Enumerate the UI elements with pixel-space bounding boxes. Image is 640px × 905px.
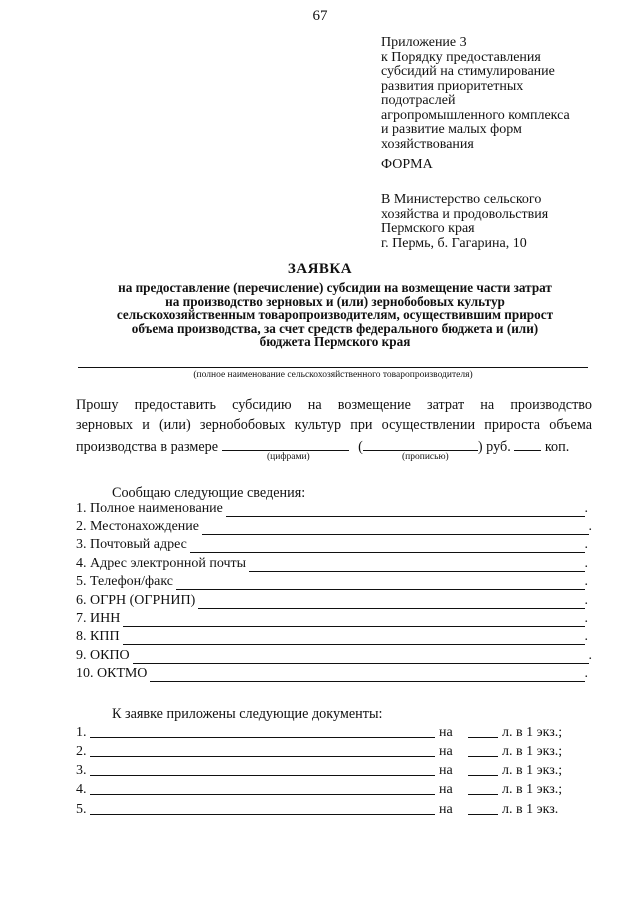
info-row: 10. ОКТМО . [76, 666, 588, 681]
info-row: 3. Почтовый адрес . [76, 537, 588, 552]
info-label: 2. Местонахождение [76, 519, 200, 534]
rub-label: руб. [486, 439, 511, 455]
appendix-line: Приложение 3 [381, 35, 467, 50]
addressee-line: В Министерство сельского [381, 192, 542, 207]
doc-pages-field[interactable] [468, 725, 498, 738]
docs-heading: К заявке приложены следующие документы: [112, 706, 383, 722]
info-label: 7. ИНН [76, 611, 121, 626]
doc-num: 3. [76, 763, 87, 778]
info-field[interactable] [123, 614, 584, 627]
info-row: 5. Телефон/факс . [76, 574, 588, 589]
info-row: 1. Полное наименование . [76, 501, 588, 516]
doc-tail: л. в 1 экз.; [502, 782, 563, 797]
doc-num: 2. [76, 744, 87, 759]
request-line-3 [76, 437, 569, 456]
doc-pages-field[interactable] [468, 802, 498, 815]
doc-num: 5. [76, 802, 87, 817]
doc-name-field[interactable] [90, 782, 435, 795]
document-title: ЗАЯВКА [287, 261, 353, 277]
form-label: ФОРМА [381, 157, 433, 172]
info-label: 4. Адрес электронной почты [76, 556, 247, 571]
info-field[interactable] [202, 522, 588, 535]
doc-num: 1. [76, 725, 87, 740]
doc-name-field[interactable] [90, 763, 435, 776]
doc-tail: л. в 1 экз. [502, 802, 559, 817]
amount-digits-field[interactable] [222, 437, 349, 451]
appendix-line: хозяйствования [381, 136, 474, 152]
info-label: 8. КПП [76, 629, 120, 644]
info-label: 10. ОКТМО [76, 666, 148, 681]
doc-na: на [439, 725, 453, 740]
info-label: 6. ОГРН (ОГРНИП) [76, 593, 196, 608]
appendix-reference [381, 36, 570, 152]
doc-num: 4. [76, 782, 87, 797]
info-field[interactable] [190, 540, 585, 553]
doc-pages-field[interactable] [468, 763, 498, 776]
info-label: 5. Телефон/факс [76, 574, 174, 589]
addressee-line: хозяйства и продовольствия [381, 206, 549, 222]
applicant-name-caption: (полное наименование сельскохозяйственного товаропроизводителя) [193, 370, 473, 380]
doc-na: на [439, 744, 453, 759]
doc-tail: л. в 1 экз.; [502, 725, 563, 740]
doc-name-field[interactable] [90, 744, 435, 757]
info-row: 4. Адрес электронной почты . [76, 556, 588, 571]
appendix-line: и развитие малых форм [381, 122, 522, 137]
page-number: 67 [312, 8, 328, 24]
words-caption: (прописью) [402, 452, 449, 462]
info-field[interactable] [249, 559, 584, 572]
document-subtitle: на предоставление (перечисление) субсидии на возмещение части затрат на производство зерновых и (или) зернобобовых культур сельскохозяйственным товаропроизводителям, осуществившим прирост объема производства, за счет средств федерального бюджета и (или) бюджета Пермского края [116, 280, 554, 350]
digits-caption: (цифрами) [267, 452, 310, 462]
applicant-name-field[interactable] [78, 367, 588, 368]
request-line-2: зерновых и (или) зернобобовых культур при осуществлении прироста объема [76, 417, 592, 433]
info-field[interactable] [226, 504, 585, 517]
info-label: 9. ОКПО [76, 648, 130, 663]
request-line-1: Прошу предоставить субсидию на возмещение затрат на производство [76, 397, 592, 413]
doc-pages-field[interactable] [468, 782, 498, 795]
paren-close: ) [477, 439, 483, 455]
info-row: 6. ОГРН (ОГРНИП) . [76, 593, 588, 608]
info-field[interactable] [150, 669, 584, 682]
addressee-line: Пермского края [381, 221, 475, 236]
info-field[interactable] [133, 651, 589, 664]
appendix-line: развития приоритетных [381, 78, 524, 94]
info-field[interactable] [176, 577, 584, 590]
info-row: 8. КПП . [76, 629, 588, 644]
addressee-block [381, 193, 548, 251]
doc-name-field[interactable] [90, 802, 435, 815]
appendix-line: агропромышленного комплекса [381, 107, 570, 123]
amount-words-field[interactable] [363, 437, 478, 451]
info-field[interactable] [123, 632, 585, 645]
kop-label: коп. [544, 439, 570, 455]
appendix-line: субсидий на стимулирование [381, 64, 555, 79]
appendix-line: к Порядку предоставления [381, 49, 541, 65]
info-label: 1. Полное наименование [76, 501, 223, 516]
info-label: 3. Почтовый адрес [76, 537, 187, 552]
doc-tail: л. в 1 экз.; [502, 744, 563, 759]
doc-pages-field[interactable] [468, 744, 498, 757]
info-heading: Сообщаю следующие сведения: [112, 485, 306, 501]
doc-na: на [439, 763, 453, 778]
kop-field[interactable] [514, 437, 541, 451]
addressee-line: г. Пермь, б. Гагарина, 10 [381, 235, 527, 251]
request-line-3-text: производства в размере [76, 439, 219, 455]
doc-name-field[interactable] [90, 725, 435, 738]
doc-tail: л. в 1 экз.; [502, 763, 563, 778]
doc-na: на [439, 782, 453, 797]
paren-open: ( [358, 439, 363, 455]
info-row: 7. ИНН . [76, 611, 588, 626]
info-row: 2. Местонахождение . [76, 519, 592, 534]
doc-na: на [439, 802, 453, 817]
appendix-line: подотраслей [381, 93, 456, 108]
info-field[interactable] [198, 596, 584, 609]
info-row: 9. ОКПО . [76, 648, 592, 663]
